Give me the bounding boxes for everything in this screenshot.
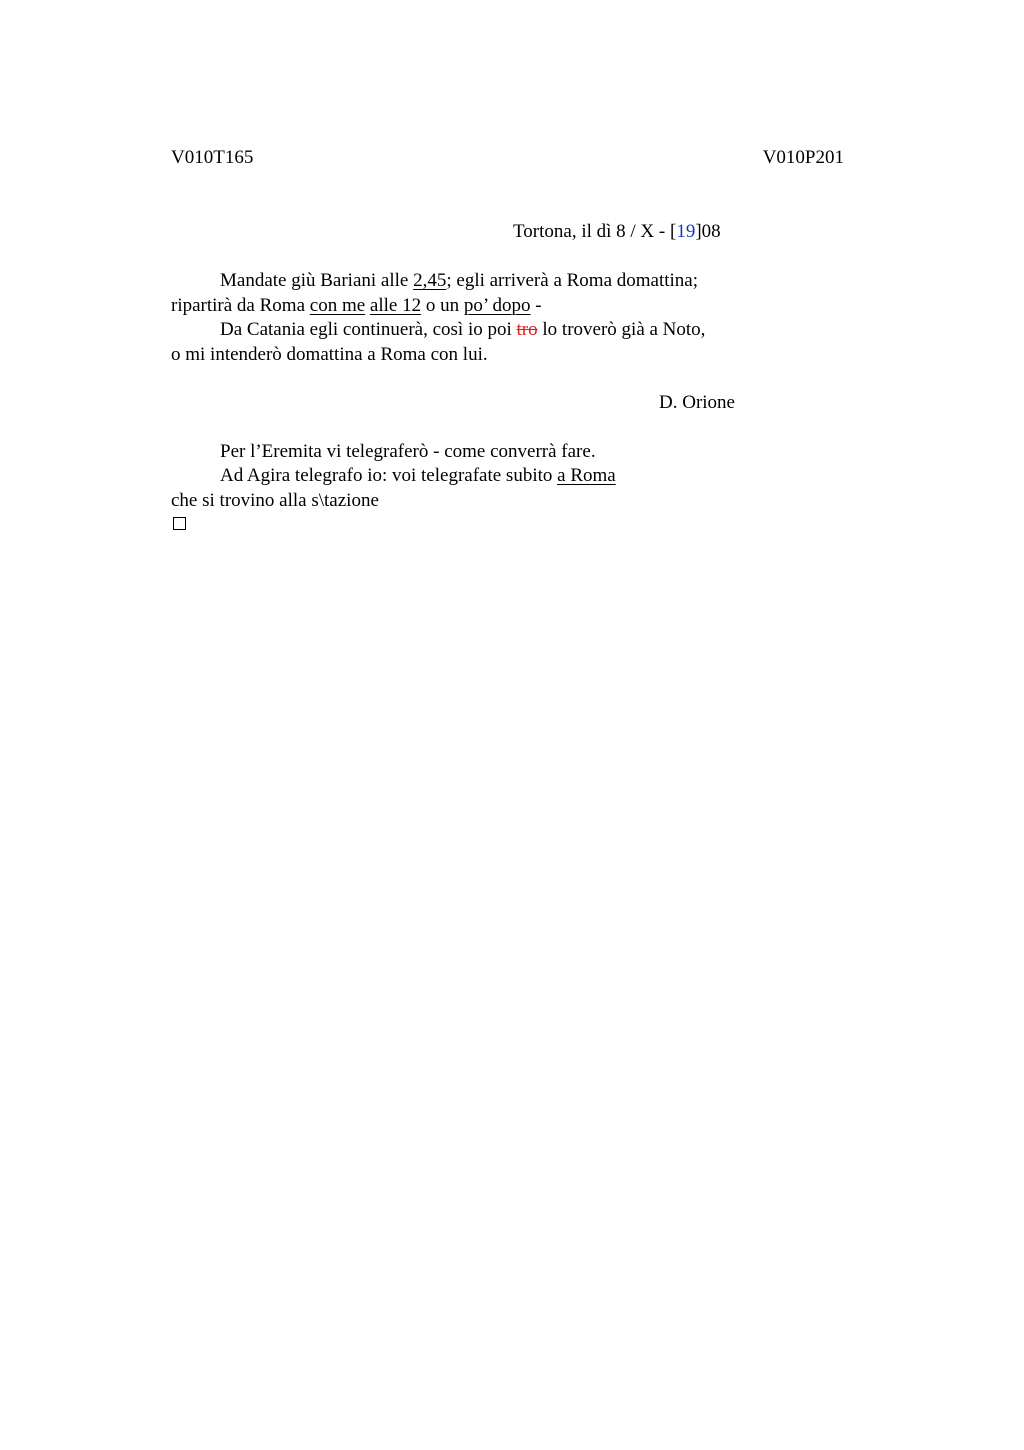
deleted-text: tro xyxy=(516,319,538,340)
dateline-prefix: Tortona, il dì 8 / X - [ xyxy=(513,221,677,242)
dateline xyxy=(513,220,721,244)
paragraph-1-line-2 xyxy=(171,294,542,318)
underlined-text: a Roma xyxy=(557,465,616,486)
underlined-text: po’ dopo xyxy=(463,295,531,316)
text-run: - xyxy=(530,295,542,316)
text-run: lo troverò già a Noto, xyxy=(537,319,706,340)
paragraph-2-line-1 xyxy=(220,318,705,342)
text-run: o un xyxy=(421,295,464,316)
postscript-line-2 xyxy=(220,464,616,488)
underlined-text: alle 12 xyxy=(369,295,422,316)
underlined-text: 2,45 xyxy=(413,270,447,291)
document-code-right: V010P201 xyxy=(762,147,844,168)
end-marker-square xyxy=(173,517,186,530)
postscript-line-3: che si trovino alla s\tazione xyxy=(171,490,379,511)
text-run: ; egli arriverà a Roma domattina; xyxy=(446,270,699,291)
signature: D. Orione xyxy=(659,392,735,413)
text-run: Mandate giù Bariani alle xyxy=(220,270,414,291)
text-run: Ad Agira telegrafo io: voi telegrafate subito xyxy=(220,465,558,486)
document-code-left: V010T165 xyxy=(171,147,254,168)
paragraph-2-line-2: o mi intenderò domattina a Roma con lui. xyxy=(171,344,488,365)
editorial-insertion: 19 xyxy=(676,221,696,242)
text-run: ripartirà da Roma xyxy=(171,295,310,316)
text-run: Da Catania egli continuerà, così io poi xyxy=(220,319,517,340)
dateline-suffix: ]08 xyxy=(695,221,721,242)
underlined-text: con me xyxy=(309,295,366,316)
paragraph-1-line-1 xyxy=(220,269,698,293)
postscript-line-1: Per l’Eremita vi telegraferò - come converrà fare. xyxy=(220,441,596,462)
